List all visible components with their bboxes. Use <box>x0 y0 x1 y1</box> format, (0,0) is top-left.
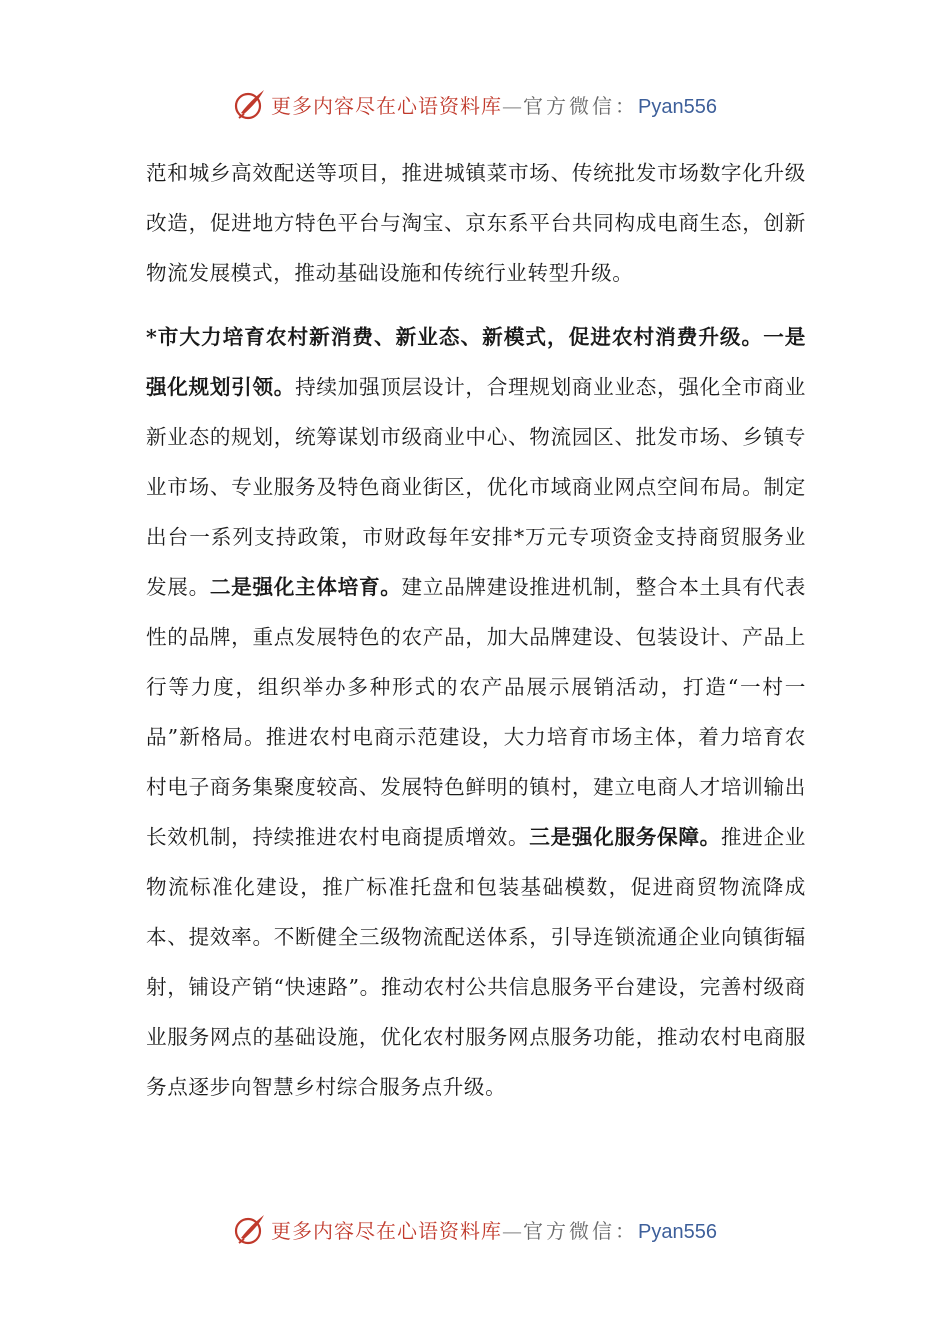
header-banner <box>0 84 950 124</box>
banner-title: 更多内容尽在心语资料库 <box>271 1218 503 1243</box>
heading-cultivation: 二是强化主体培育。 <box>209 575 402 599</box>
banner-wechat-id: Pyan556 <box>638 1220 717 1243</box>
heading-service: 三是强化服务保障。 <box>529 825 721 849</box>
paragraph-main <box>146 312 806 1112</box>
footer-banner <box>0 1209 950 1249</box>
text-planning: 持续加强顶层设计，合理规划商业业态，强化全市商业新业态的规划，统筹谋划市级商业中心、物流园区、批发市场、乡镇专业市场、专业服务及特色商业街区，优化市域商业网点空间布局。制定出台一系列支持政策，市财政每年安排*万元专项资金支持商贸服务业发展。 <box>146 375 806 599</box>
banner-dash: — <box>502 1218 524 1243</box>
banner-text <box>271 90 717 119</box>
text-service: 推进企业物流标准化建设，推广标准托盘和包装基础模数，促进商贸物流降成本、提效率。不断健全三级物流配送体系，引导连锁流通企业向镇街辐射，铺设产销“快速路”。推动农村公共信息服务平台建设，完善村级商业服务网点的基础设施，优化农村服务网点服务功能，推动农村电商服务点逐步向智慧乡村综合服务点升级。 <box>146 825 806 1099</box>
banner-title: 更多内容尽在心语资料库 <box>271 93 503 118</box>
paragraph-continuation: 范和城乡高效配送等项目，推进城镇菜市场、传统批发市场数字化升级改造，促进地方特色平台与淘宝、京东系平台共同构成电商生态，创新物流发展模式，推动基础设施和传统行业转型升级。 <box>146 161 806 285</box>
paragraph-lead: *市大力培育农村新消费、新业态、新模式，促进农村消费升级。 <box>146 325 764 349</box>
banner-wechat-label: 官方微信： <box>523 1218 639 1243</box>
quill-pen-icon <box>233 87 267 121</box>
banner-dash: — <box>502 93 524 118</box>
document-body <box>146 148 806 1112</box>
text-cultivation: 建立品牌建设推进机制，整合本土具有代表性的品牌，重点发展特色的农产品，加大品牌建设、包装设计、产品上行等力度，组织举办多种形式的农产品展示展销活动，打造“一村一品”新格局。推进农村电商示范建设，大力培育市场主体，着力培育农村电子商务集聚度较高、发展特色鲜明的镇村，建立电商人才培训输出长效机制，持续推进农村电商提质增效。 <box>146 575 806 849</box>
banner-wechat-label: 官方微信： <box>523 93 639 118</box>
banner-wechat-id: Pyan556 <box>638 95 717 118</box>
quill-pen-icon <box>233 1212 267 1246</box>
banner-text <box>271 1215 717 1244</box>
heading-planning: 一是强化规划引领。 <box>146 325 807 399</box>
